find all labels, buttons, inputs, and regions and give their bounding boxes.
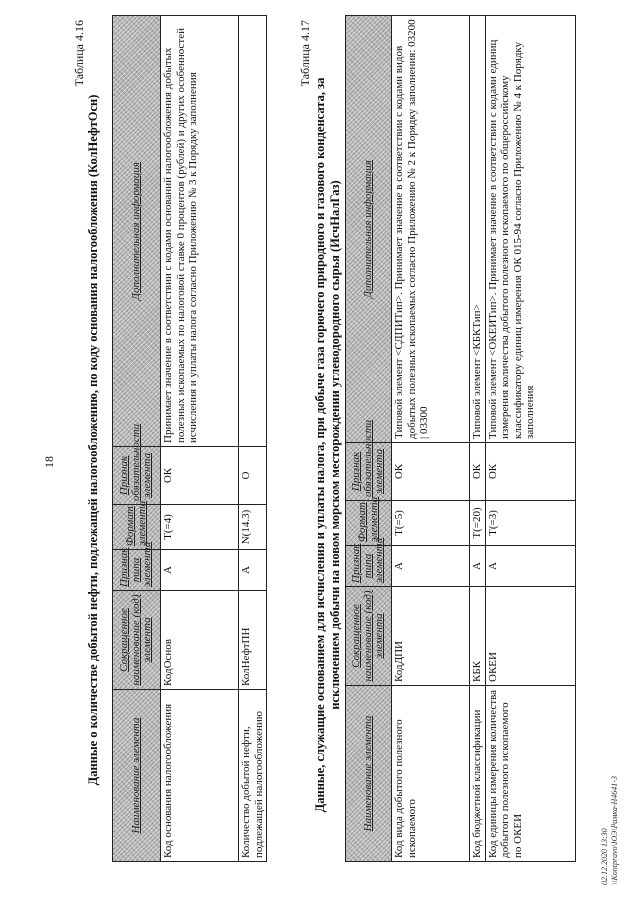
cell-code: ОКЕИ: [485, 587, 575, 686]
cell-format: Т(=20): [470, 501, 486, 546]
table-row: [470, 16, 486, 862]
table2-label: Таблица 4.17: [298, 20, 312, 87]
table1-title: Данные о количестве добытой нефти, подлежащей налогообложению, по коду основания налогообложения (КолНефтОсн): [86, 94, 100, 786]
table1-header-row: [113, 16, 161, 862]
table-row: [161, 16, 239, 862]
table2-header-name: Наименование элемента: [346, 686, 392, 862]
cell-format: Т(=3): [485, 501, 575, 546]
table1-header-format: Формат элемента: [113, 505, 161, 550]
table-row: [239, 16, 267, 862]
cell-type: А: [485, 546, 575, 587]
table-row: [392, 16, 470, 862]
cell-name: Количество добытой нефти, подлежащей налогообложению: [239, 690, 267, 862]
cell-required: ОК: [470, 443, 486, 501]
table2: [345, 15, 576, 862]
table1-header-required: Признак обязательности элемента: [113, 447, 161, 505]
table-row: [485, 16, 575, 862]
cell-type: А: [470, 546, 486, 587]
cell-required: ОК: [485, 443, 575, 501]
cell-type: А: [392, 546, 470, 587]
table2-header-type: Признак типа элемента: [346, 546, 392, 587]
cell-name: Код вида добытого полезного ископаемого: [392, 686, 470, 862]
table2-header-format: Формат элемента: [346, 501, 392, 546]
page-number: 18: [42, 456, 56, 468]
table2-title-line2: исключением добычи на новом морском месторождении углеводородного сырья (ИсчНалГаз): [328, 180, 342, 710]
table1-header-type: Признак типа элемента: [113, 550, 161, 591]
cell-code: КолНефтПН: [239, 591, 267, 690]
cell-code: КБК: [470, 587, 486, 686]
footer-path: \\Kontpravo\ЮЭ\Рамка-Н4641-3: [610, 776, 619, 885]
table1-header-name: Наименование элемента: [113, 690, 161, 862]
footer-stamp: [600, 625, 620, 885]
cell-info: Принимает значение в соответствии с кодами оснований налогообложения добытых полезных ископаемых по налоговой ставке 0 процентов (рублей) и других особенностей исчисления и уплаты налога согласно Приложению № 3 к Порядку заполнения: [161, 16, 239, 447]
cell-code: КодОснов: [161, 591, 239, 690]
cell-required: ОК: [161, 447, 239, 505]
table1-label: Таблица 4.16: [72, 20, 86, 87]
table1: [112, 15, 267, 862]
cell-type: А: [161, 550, 239, 591]
table2-title: [313, 5, 343, 885]
cell-name: Код бюджетной классификации: [470, 686, 486, 862]
table2-title-line1: Данные, служащие основанием для исчисления и уплаты налога, при добыче газа горючего природного и газового конденсата, за: [313, 77, 327, 813]
cell-info: Типовой элемент <СДПИТип>. Принимает значение в соответствии с кодами видов добытых полезных ископаемых согласно Приложению № 2 к Порядку заполнения: 03200 | 03300: [392, 16, 470, 443]
table2-header-code: Сокращенное наименование (код) элемента: [346, 587, 392, 686]
cell-info: [239, 16, 267, 447]
cell-info: Типовой элемент <КБКТип>: [470, 16, 486, 443]
cell-required: О: [239, 447, 267, 505]
cell-required: ОК: [392, 443, 470, 501]
cell-name: Код основания налогообложения: [161, 690, 239, 862]
table1-header-code: Сокращенное наименование (код) элемента: [113, 591, 161, 690]
table2-header-required: Признак обязательности элемента: [346, 443, 392, 501]
cell-format: Т(=4): [161, 505, 239, 550]
cell-name: Код единицы измерения количества добытого полезного ископаемого по ОКЕИ: [485, 686, 575, 862]
table1-header-info: Дополнительная информация: [113, 16, 161, 447]
cell-format: N(14.3): [239, 505, 267, 550]
cell-info: Типовой элемент <ОКЕИТип>. Принимает значение в соответствии с кодами единиц измерения количества добытого полезного ископаемого по общероссийскому классификатору единиц измерения ОК 015-94 согласно Приложению № 4 к Порядку заполнения: [485, 16, 575, 443]
cell-format: Т(=5): [392, 501, 470, 546]
cell-code: КодДПИ: [392, 587, 470, 686]
cell-type: А: [239, 550, 267, 591]
table2-header-row: [346, 16, 392, 862]
table2-header-info: Дополнительная информация: [346, 16, 392, 443]
footer-date: 02.12.2020 13:30: [600, 828, 609, 885]
